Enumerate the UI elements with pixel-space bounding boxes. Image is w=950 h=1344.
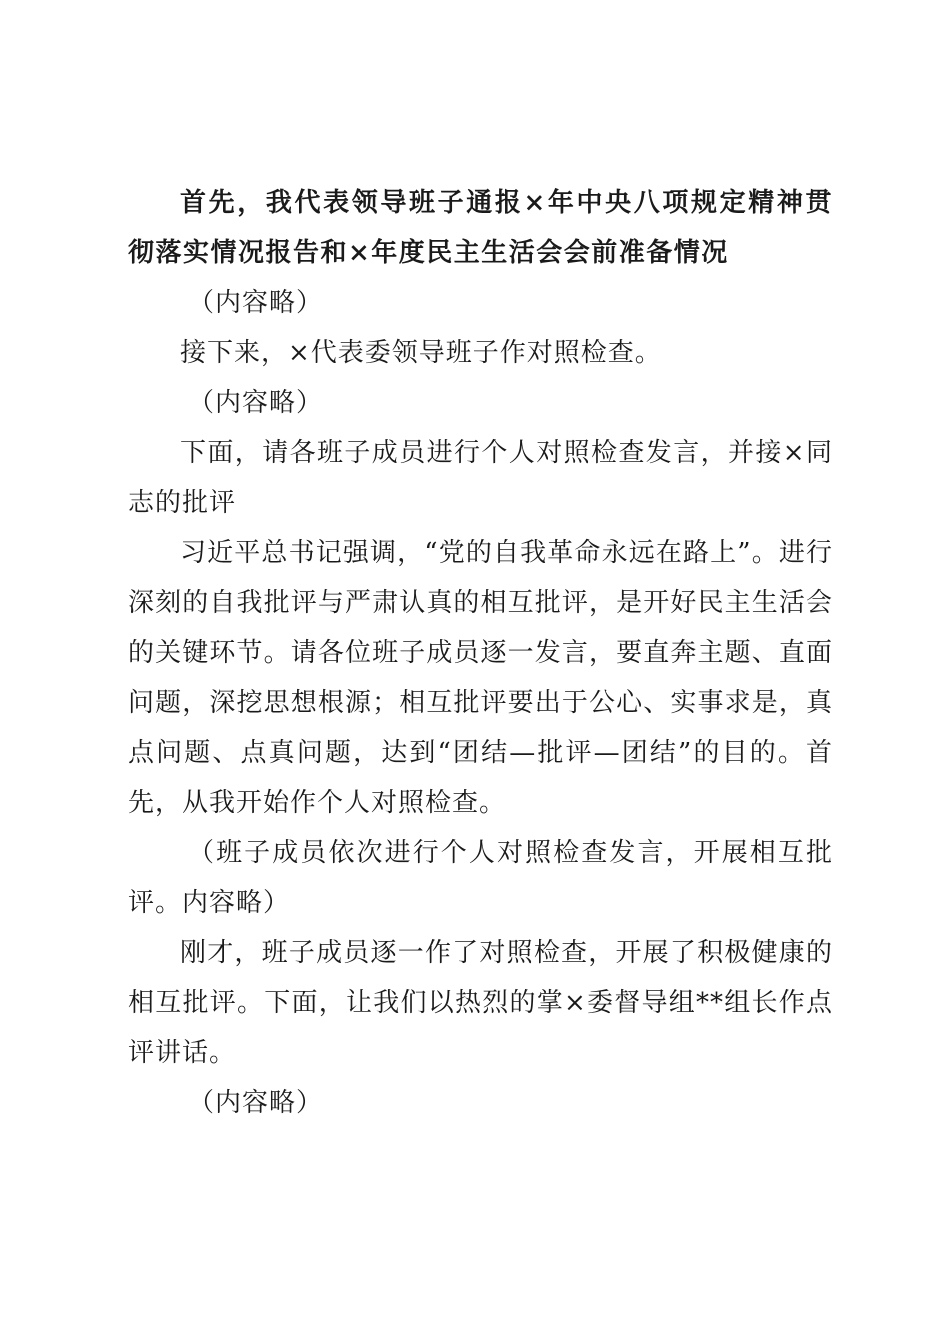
paragraph-note-omitted: （内容略） xyxy=(188,388,324,418)
paragraph-note-omitted: （内容略） xyxy=(188,288,324,318)
paragraph-member-speeches: 下面，请各班子成员进行个人对照检查发言，并接×同志的批评 xyxy=(128,438,833,518)
paragraph-committee-check: 接下来，×代表委领导班子作对照检查。 xyxy=(180,338,662,368)
paragraph-note-members: （班子成员依次进行个人对照检查发言，开展相互批评。内容略） xyxy=(128,838,833,918)
paragraph-note-omitted: （内容略） xyxy=(188,1088,324,1118)
paragraph-supervisor-remarks: 刚才，班子成员逐一作了对照检查，开展了积极健康的相互批评。下面，让我们以热烈的掌×委督导组**组长作点评讲话。 xyxy=(128,938,833,1068)
paragraph-opening-report: 首先，我代表领导班子通报×年中央八项规定精神贯彻落实情况报告和×年度民主生活会会前准备情况 xyxy=(128,188,833,268)
paragraph-self-criticism: 习近平总书记强调，“党的自我革命永远在路上”。进行深刻的自我批评与严肃认真的相互批评，是开好民主生活会的关键环节。请各位班子成员逐一发言，要直奔主题、直面问题，深挖思想根源；相互批评要出于公心、实事求是，真点问题、点真问题，达到“团结—批评—团结”的目的。首先，从我开始作个人对照检查。 xyxy=(128,538,833,818)
document-body xyxy=(128,178,833,1128)
